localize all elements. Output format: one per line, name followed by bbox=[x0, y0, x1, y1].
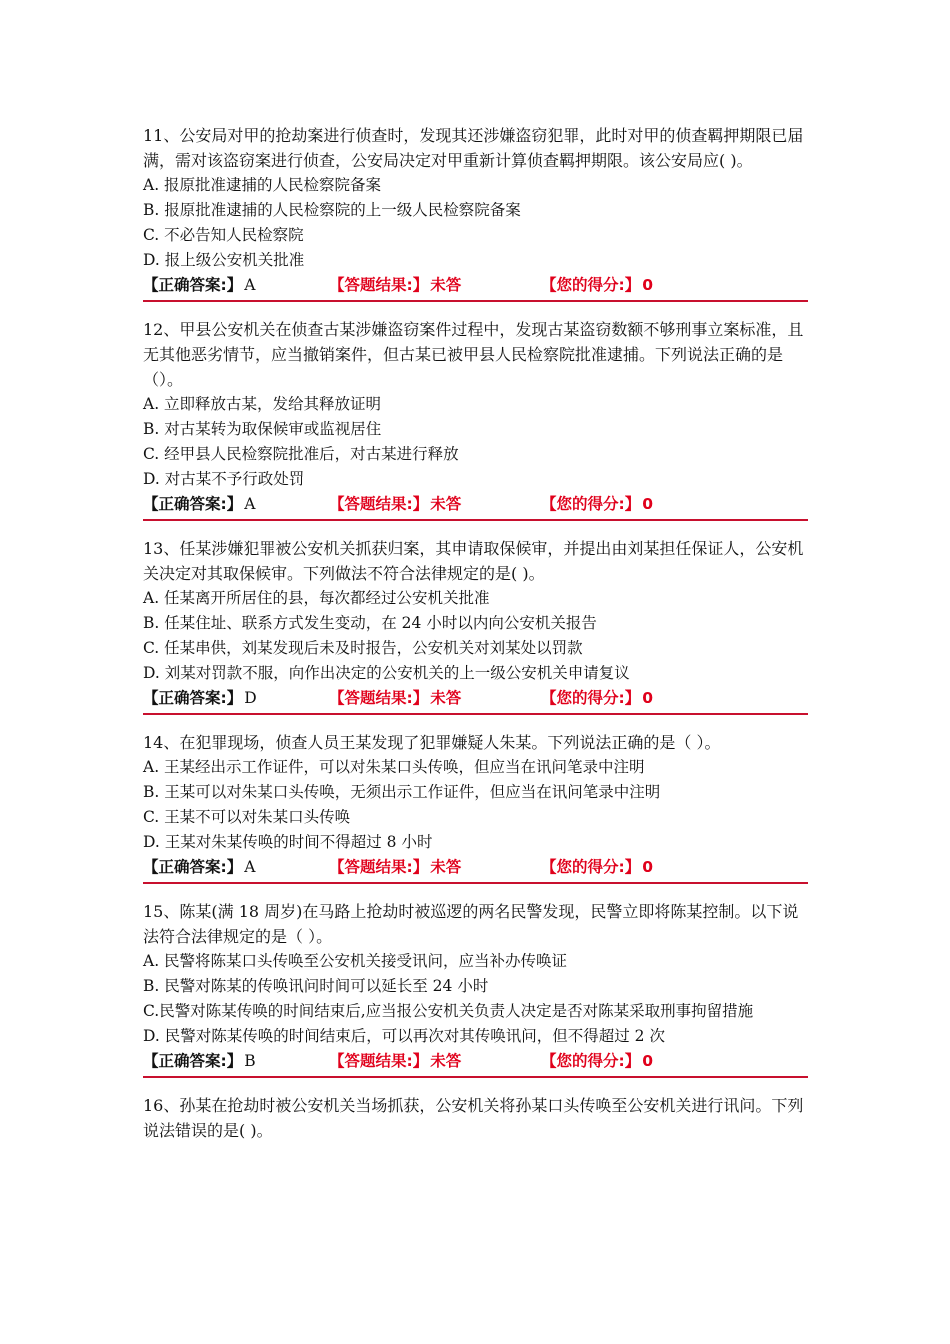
correct-answer-label: 【正确答案:】 bbox=[143, 689, 243, 707]
answer-score-label: 【您的得分:】 bbox=[541, 276, 641, 294]
answer-row bbox=[143, 1049, 808, 1078]
question-stem: 16、孙某在抢劫时被公安机关当场抓获，公安机关将孙某口头传唤至公安机关进行讯问。下列说法错误的是( )。 bbox=[143, 1096, 804, 1140]
option-b: B. 任某住址、联系方式发生变动，在 24 小时以内向公安机关报告 bbox=[143, 614, 597, 632]
answer-row bbox=[143, 855, 808, 884]
answer-score-label: 【您的得分:】 bbox=[541, 495, 641, 513]
option-d: D. 报上级公安机关批准 bbox=[143, 251, 305, 269]
answer-score bbox=[541, 686, 653, 711]
question-11 bbox=[143, 123, 808, 302]
answer-result-label: 【答题结果:】 bbox=[329, 1052, 429, 1070]
correct-answer bbox=[143, 855, 329, 880]
option-b: B. 报原批准逮捕的人民检察院的上一级人民检察院备案 bbox=[143, 201, 521, 219]
question-16 bbox=[143, 1093, 808, 1143]
correct-answer-value: B bbox=[244, 1052, 256, 1070]
option-c: C. 不必告知人民检察院 bbox=[143, 226, 304, 244]
option-a: A. 立即释放古某，发给其释放证明 bbox=[143, 395, 382, 413]
option-d: D. 对古某不予行政处罚 bbox=[143, 470, 305, 488]
correct-answer-label: 【正确答案:】 bbox=[143, 858, 243, 876]
option-b: B. 王某可以对朱某口头传唤，无须出示工作证件，但应当在讯问笔录中注明 bbox=[143, 783, 661, 801]
question-12 bbox=[143, 317, 808, 521]
question-15 bbox=[143, 899, 808, 1078]
answer-result bbox=[329, 686, 541, 711]
correct-answer bbox=[143, 1049, 329, 1074]
answer-result-label: 【答题结果:】 bbox=[329, 276, 429, 294]
correct-answer-label: 【正确答案:】 bbox=[143, 495, 243, 513]
answer-row bbox=[143, 686, 808, 715]
answer-result bbox=[329, 492, 541, 517]
correct-answer-value: A bbox=[244, 276, 256, 294]
answer-result-value: 未答 bbox=[430, 858, 462, 876]
option-a: A. 任某离开所居住的县，每次都经过公安机关批准 bbox=[143, 589, 490, 607]
correct-answer bbox=[143, 492, 329, 517]
option-c: C. 王某不可以对朱某口头传唤 bbox=[143, 808, 351, 826]
option-c: C. 任某串供，刘某发现后未及时报告，公安机关对刘某处以罚款 bbox=[143, 639, 583, 657]
answer-score-value: 0 bbox=[642, 689, 653, 707]
answer-score bbox=[541, 855, 653, 880]
option-b: B. 民警对陈某的传唤讯问时间可以延长至 24 小时 bbox=[143, 977, 489, 995]
question-stem: 15、陈某(满 18 周岁)在马路上抢劫时被巡逻的两名民警发现，民警立即将陈某控制。以下说法符合法律规定的是（ ）。 bbox=[143, 902, 799, 946]
answer-result-value: 未答 bbox=[430, 689, 462, 707]
correct-answer-label: 【正确答案:】 bbox=[143, 1052, 243, 1070]
question-stem: 14、在犯罪现场，侦查人员王某发现了犯罪嫌疑人朱某。下列说法正确的是（ ）。 bbox=[143, 733, 721, 752]
option-d: D. 刘某对罚款不服，向作出决定的公安机关的上一级公安机关申请复议 bbox=[143, 664, 630, 682]
answer-score bbox=[541, 492, 653, 517]
question-list bbox=[143, 123, 808, 1158]
answer-score-value: 0 bbox=[642, 1052, 653, 1070]
answer-result-value: 未答 bbox=[430, 276, 462, 294]
answer-row bbox=[143, 492, 808, 521]
question-stem: 13、任某涉嫌犯罪被公安机关抓获归案，其申请取保候审，并提出由刘某担任保证人，公安机关决定对其取保候审。下列做法不符合法律规定的是( )。 bbox=[143, 539, 804, 583]
answer-score-value: 0 bbox=[642, 495, 653, 513]
answer-result-label: 【答题结果:】 bbox=[329, 495, 429, 513]
option-a: A. 王某经出示工作证件，可以对朱某口头传唤，但应当在讯问笔录中注明 bbox=[143, 758, 645, 776]
option-c: C.民警对陈某传唤的时间结束后,应当报公安机关负责人决定是否对陈某采取刑事拘留措施 bbox=[143, 1002, 754, 1020]
correct-answer-value: A bbox=[244, 858, 256, 876]
question-stem: 11、公安局对甲的抢劫案进行侦查时，发现其还涉嫌盗窃犯罪，此时对甲的侦查羁押期限已届满，需对该盗窃案进行侦查，公安局决定对甲重新计算侦查羁押期限。该公安局应( )。 bbox=[143, 126, 804, 170]
option-a: A. 报原批准逮捕的人民检察院备案 bbox=[143, 176, 382, 194]
answer-score-label: 【您的得分:】 bbox=[541, 1052, 641, 1070]
answer-result bbox=[329, 1049, 541, 1074]
answer-score bbox=[541, 273, 653, 298]
question-13 bbox=[143, 536, 808, 715]
correct-answer bbox=[143, 686, 329, 711]
answer-score bbox=[541, 1049, 653, 1074]
question-stem: 12、甲县公安机关在侦查古某涉嫌盗窃案件过程中，发现古某盗窃数额不够刑事立案标准，且无其他恶劣情节，应当撤销案件，但古某已被甲县人民检察院批准逮捕。下列说法正确的是（）。 bbox=[143, 320, 804, 389]
option-c: C. 经甲县人民检察院批准后，对古某进行释放 bbox=[143, 445, 459, 463]
question-14 bbox=[143, 730, 808, 884]
answer-result-label: 【答题结果:】 bbox=[329, 858, 429, 876]
answer-score-value: 0 bbox=[642, 858, 653, 876]
answer-result bbox=[329, 273, 541, 298]
answer-result bbox=[329, 855, 541, 880]
answer-result-value: 未答 bbox=[430, 1052, 462, 1070]
correct-answer-label: 【正确答案:】 bbox=[143, 276, 243, 294]
answer-result-value: 未答 bbox=[430, 495, 462, 513]
answer-score-value: 0 bbox=[642, 276, 653, 294]
option-d: D. 王某对朱某传唤的时间不得超过 8 小时 bbox=[143, 833, 433, 851]
option-a: A. 民警将陈某口头传唤至公安机关接受讯问，应当补办传唤证 bbox=[143, 952, 568, 970]
answer-score-label: 【您的得分:】 bbox=[541, 689, 641, 707]
option-b: B. 对古某转为取保候审或监视居住 bbox=[143, 420, 382, 438]
correct-answer bbox=[143, 273, 329, 298]
option-d: D. 民警对陈某传唤的时间结束后，可以再次对其传唤讯问，但不得超过 2 次 bbox=[143, 1027, 665, 1045]
correct-answer-value: D bbox=[244, 689, 257, 707]
correct-answer-value: A bbox=[244, 495, 256, 513]
answer-result-label: 【答题结果:】 bbox=[329, 689, 429, 707]
answer-row bbox=[143, 273, 808, 302]
answer-score-label: 【您的得分:】 bbox=[541, 858, 641, 876]
